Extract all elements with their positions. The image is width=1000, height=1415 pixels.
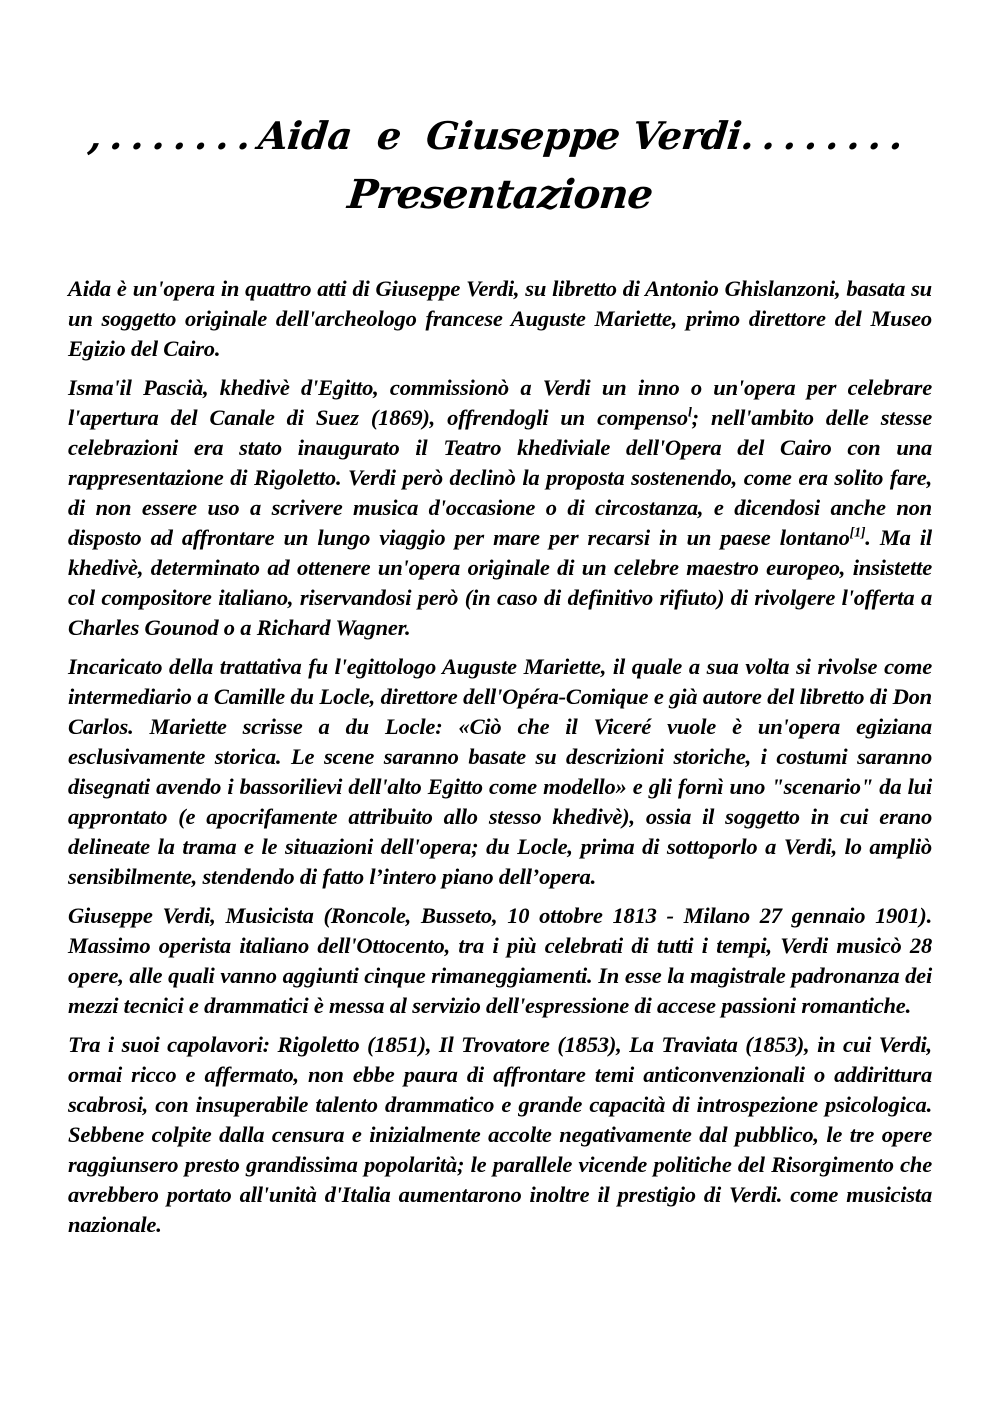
title-text: Aida e Giuseppe Verdi [256, 113, 744, 158]
paragraph-text: Tra i suoi capolavori: Rigoletto (1851), Il Trovatore (1853), La Traviata (1853), in cui Verdi, ormai ricco e affermato, non ebbe paura di affrontare temi anticonvenzionali o addirittura scabrosi, con insuperabile talento drammatico e grande capacità di introspezione psicologica. Sebbene colpite dalla censura e inizialmente accolte negativamente dal pubblico, le tre opere raggiunsero presto grandissima popolarità; le parallele vicende politiche del Risorgimento che avrebbero portato all'unità d'Italia aumentarono inoltre il prestigio di Verdi. come musicista nazionale. [68, 1031, 932, 1237]
paragraph [68, 274, 932, 364]
footnote-marker: l [687, 405, 692, 420]
paragraph [68, 901, 932, 1021]
paragraph [68, 373, 932, 643]
page-title [0, 112, 1000, 160]
paragraph-text: . Ma il khedivè, determinato ad ottenere un'opera originale di un celebre maestro europeo, insistette col compositore italiano, riservandosi però (in caso di definitivo rifiuto) di rivolgere l'offerta a Charles Gounod o a Richard Wagner. [68, 524, 932, 640]
title-leading-dots: ,....... [86, 113, 262, 158]
paragraph-text: ; nell'ambito delle stesse celebrazioni era stato inaugurato il Teatro khediviale dell'Opera del Cairo con una rappresentazione di Rigoletto. Verdi però declinò la proposta sostenendo, come era solito fare, di non essere uso a scrivere musica d'occasione o di circostanza, e dicendosi anche non disposto ad affrontare un lungo viaggio per mare per recarsi in un paese lontano [68, 404, 932, 550]
article [68, 274, 932, 1240]
footnote-marker: [1] [849, 525, 866, 540]
paragraph-text: Aida è un'opera in quattro atti di Giuseppe Verdi, su libretto di Antonio Ghislanzoni, basata su un soggetto originale dell'archeologo francese Auguste Mariette, primo direttore del Museo Egizio del Cairo. [68, 275, 932, 361]
paragraph-text: Incaricato della trattativa fu l'egittologo Auguste Mariette, il quale a sua volta si rivolse come intermediario a Camille du Locle, direttore dell'Opéra-Comique e già autore del libretto di Don Carlos. Mariette scrisse a du Locle: «Ciò che il Viceré vuole è un'opera egiziana esclusivamente storica. Le scene saranno basate su descrizioni storiche, i costumi saranno disegnati avendo i bassorilievi dell'alto Egitto come modello» e gli fornì uno "scenario" da lui approntato (e apocrifamente attribuito allo stesso khedivè), ossia il soggetto in cui erano delineate la trama e le situazioni dell'opera; du Locle, prima di sottoporlo a Verdi, lo ampliò sensibilmente, stendendo di fatto l’intero piano dell’opera. [68, 653, 932, 889]
paragraph-text: Giuseppe Verdi, Musicista (Roncole, Busseto, 10 ottobre 1813 - Milano 27 gennaio 1901). Massimo operista italiano dell'Ottocento, tra i più celebrati di tutti i tempi, Verdi musicò 28 opere, alle quali vanno aggiunti cinque rimaneggiamenti. In esse la magistrale padronanza dei mezzi tecnici e drammatici è messa al servizio dell'espressione di accese passioni romantiche. [68, 902, 932, 1018]
paragraph [68, 652, 932, 892]
paragraph-text: Isma'il Pascià, khedivè d'Egitto, commissionò a Verdi un inno o un'opera per celebrare l'apertura del Canale di Suez (1869), offrendogli un compenso [68, 374, 932, 430]
page-subtitle: Presentazione [345, 170, 655, 218]
paragraph [68, 1030, 932, 1240]
title-trailing-dots: ........ [738, 113, 914, 158]
title-block [0, 0, 1000, 218]
